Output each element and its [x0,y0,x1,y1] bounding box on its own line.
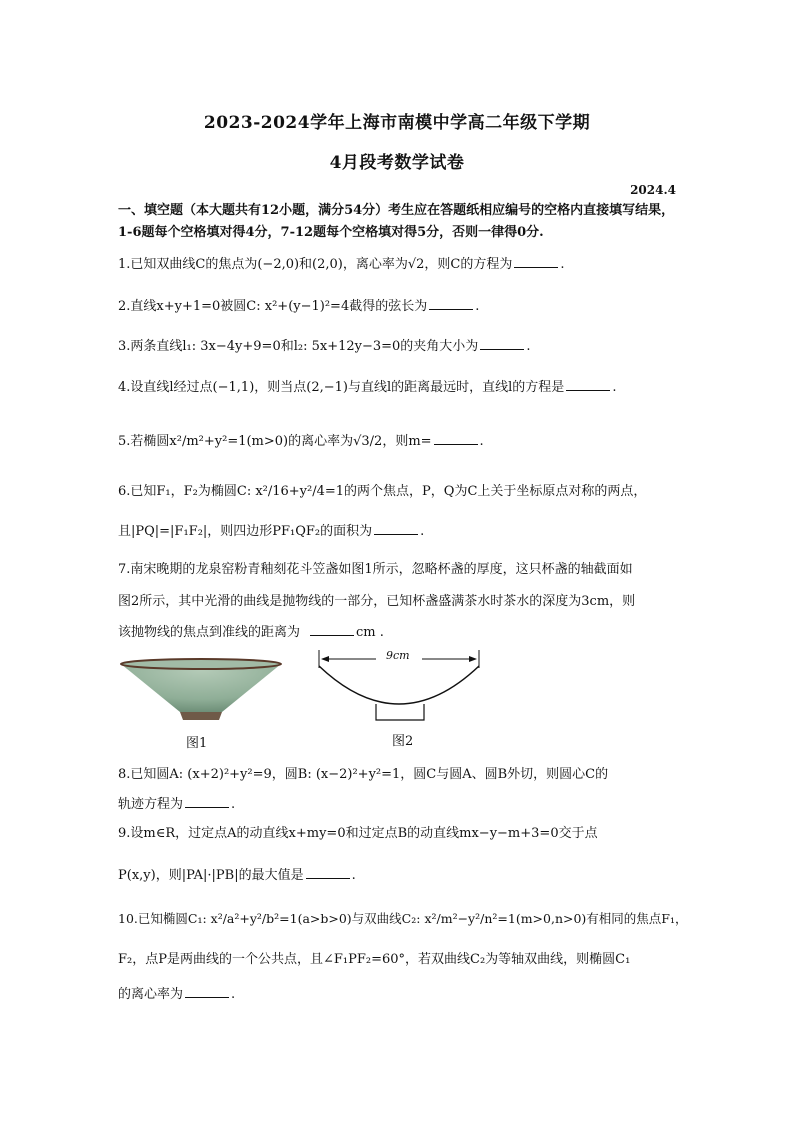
question-10-line2 [118,950,688,970]
answer-blank [514,254,558,268]
question-7-line1 [118,560,688,580]
question-6-end: . [420,524,425,539]
question-7-line2 [118,592,688,612]
figure-1-bowl-image [118,652,284,724]
question-5 [118,431,688,452]
question-10-line1 [118,909,688,929]
exam-date: 2024.4 [630,183,676,197]
question-4 [118,377,688,398]
answer-blank [566,377,610,391]
question-1-text: 1.已知双曲线C的焦点为(−2,0)和(2,0)，离心率为√2，则C的方程为 [118,257,513,272]
question-7-text: 7.南宋晚期的龙泉窑粉青釉刻花斗笠盏如图1所示，忽略杯盏的厚度，这只杯盏的轴截面如 [118,562,633,577]
section-heading: 一、填空题（本大题共有12小题，满分54分）考生应在答题纸相应编号的空格内直接填写结果，1-6题每个空格填对得4分，7-12题每个空格填对得5分，否则一律得0分. [118,203,675,240]
question-2 [118,296,688,317]
answer-blank [306,865,350,879]
question-10-text-end: 的离心率为 [118,987,184,1002]
question-10-text-cont: F₂，点P是两曲线的一个公共点，且∠F₁PF₂=60°，若双曲线C₂为等轴双曲线，则椭圆C₁ [118,952,631,967]
answer-blank [185,794,229,808]
answer-blank [434,431,478,445]
question-6-line1 [118,482,688,502]
question-3-end: . [526,339,531,354]
question-10-text: 10.已知椭圆C₁: x²/a²+y²/b²=1(a>b>0)与双曲线C₂: x²/m²−y²/n²=1(m>0,n>0)有相同的焦点F₁， [118,911,688,926]
figure-2-caption: 图2 [392,734,414,749]
question-8-line2 [118,794,688,815]
question-1-end: . [560,257,565,272]
question-5-end: . [479,434,484,449]
question-4-text: 4.设直线l经过点(−1,1)，则当点(2,−1)与直线l的距离最远时，直线l的方程是 [118,380,565,395]
question-9-line2 [118,865,688,886]
answer-blank [429,296,473,310]
question-9-text-cont: P(x,y)，则|PA|·|PB|的最大值是 [118,868,304,883]
figure-2-width-label: 9cm [386,649,410,662]
question-7-text-end: 该抛物线的焦点到准线的距离为 [118,625,301,640]
question-9-line1 [118,824,688,844]
figure-1-caption: 图1 [186,736,208,751]
question-1 [118,254,688,275]
question-6-text-cont: 且|PQ|=|F₁F₂|，则四边形PF₁QF₂的面积为 [118,524,373,539]
question-3-text: 3.两条直线l₁: 3x−4y+9=0和l₂: 5x+12y−3=0的夹角大小为 [118,339,479,354]
question-2-end: . [475,299,480,314]
question-6-line2 [118,521,688,542]
answer-blank [310,622,354,636]
answer-blank [374,521,418,535]
answer-blank [185,984,229,998]
question-8-end: . [231,797,236,812]
exam-title-line2: 4月段考数学试卷 [329,153,465,173]
exam-title-line1: 2023-2024学年上海市南模中学高二年级下学期 [203,113,591,133]
question-8-text: 8.已知圆A: (x+2)²+y²=9，圆B: (x−2)²+y²=1，圆C与圆A、圆B外切，则圆心C的 [118,767,609,782]
question-6-text: 6.已知F₁，F₂为椭圆C: x²/16+y²/4=1的两个焦点，P，Q为C上关于坐标原点对称的两点， [118,484,647,499]
question-8-text-cont: 轨迹方程为 [118,797,184,812]
question-7-text-cont: 图2所示，其中光滑的曲线是抛物线的一部分，已知杯盏盛满茶水时茶水的深度为3cm，则 [118,594,636,609]
answer-blank [480,336,524,350]
question-8-line1 [118,765,688,785]
question-10-line3 [118,984,688,1005]
question-2-text: 2.直线x+y+1=0被圆C: x²+(y−1)²=4截得的弦长为 [118,299,428,314]
question-7-line3 [118,622,688,643]
question-4-end: . [612,380,617,395]
question-7-end: cm . [356,625,384,640]
question-9-text: 9.设m∈R，过定点A的动直线x+my=0和过定点B的动直线mx−y−m+3=0交于点 [118,826,598,841]
question-9-end: . [351,868,356,883]
question-3 [118,336,688,357]
question-10-end: . [231,987,236,1002]
question-5-text: 5.若椭圆x²/m²+y²=1(m>0)的离心率为√3/2，则m= [118,434,432,449]
